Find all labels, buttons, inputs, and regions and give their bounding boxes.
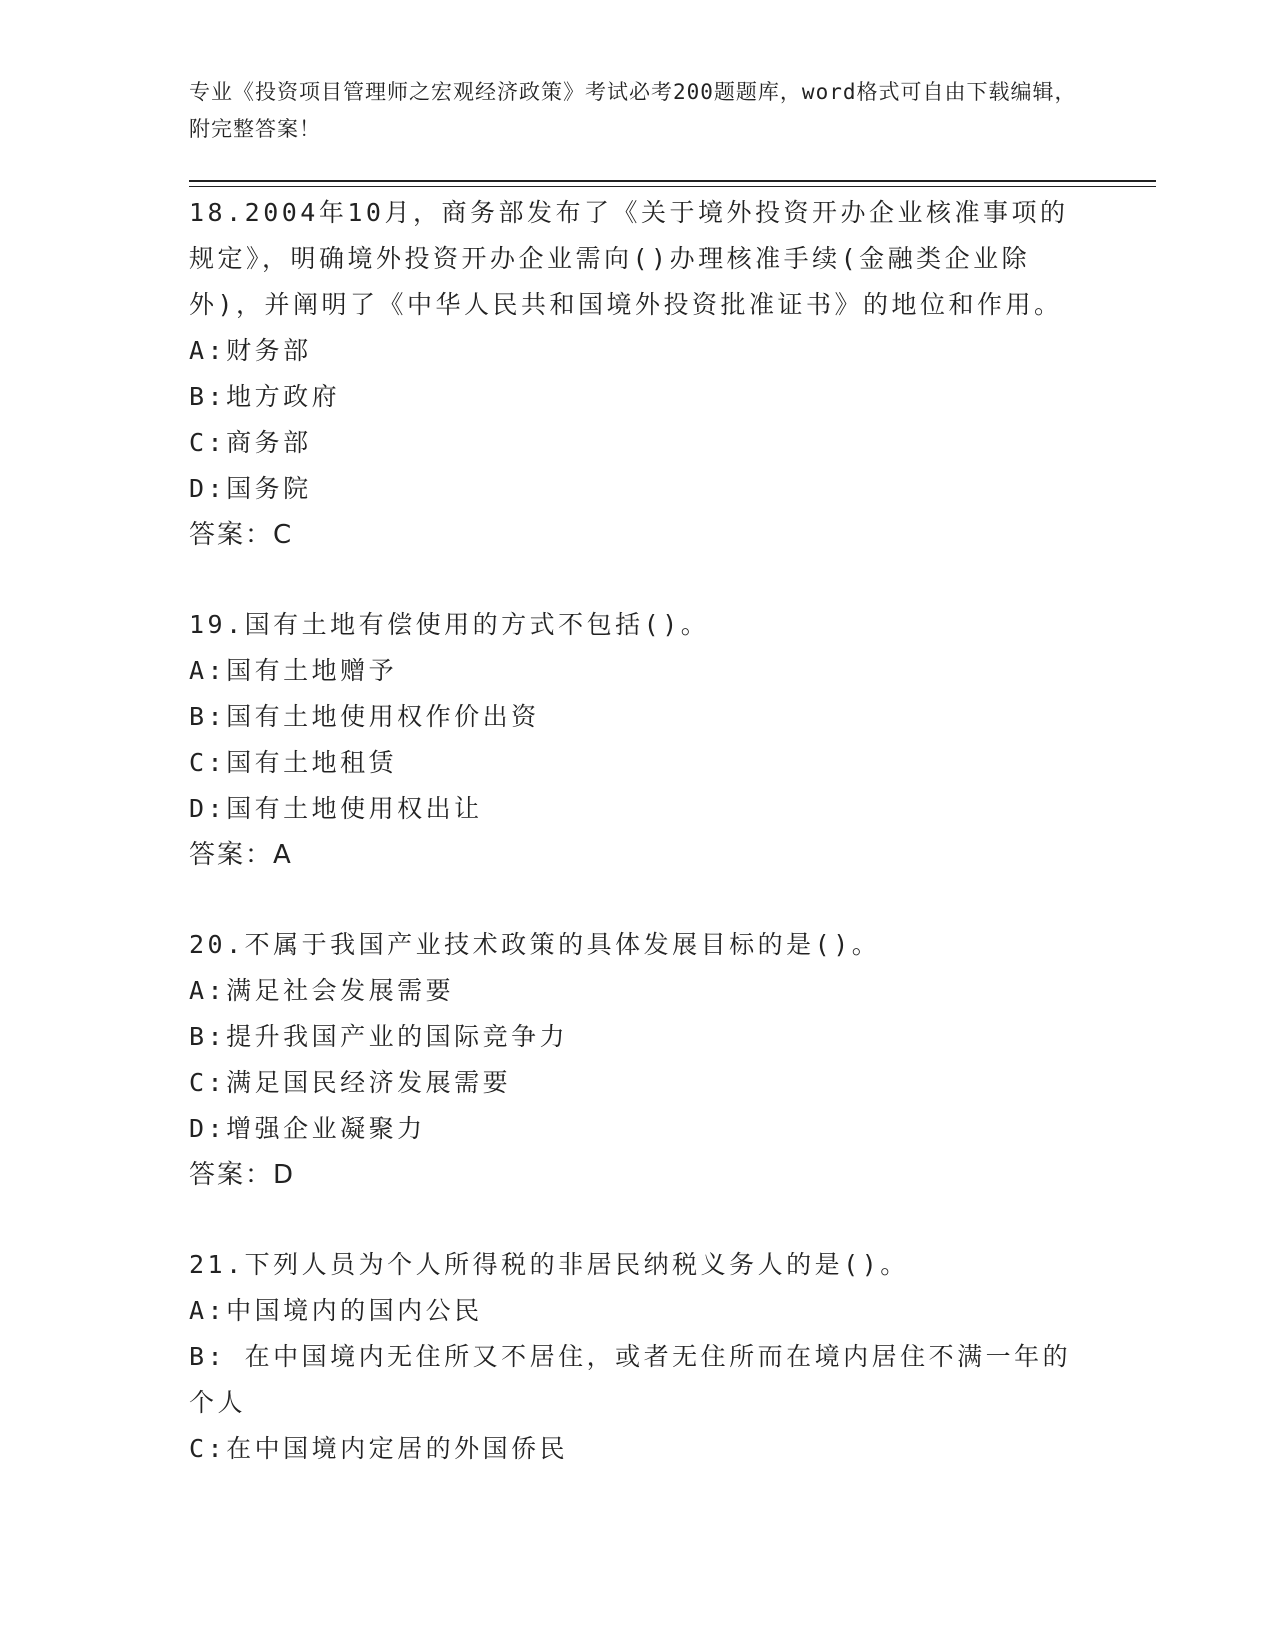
answer-line: 答案：A [189,840,293,870]
answer-line: 答案：C [189,520,294,550]
option-d [189,786,1089,832]
question-stem: 19.国有土地有偿使用的方式不包括()。 [189,610,710,639]
option-d [189,1106,1089,1152]
header-divider-thick [189,180,1156,182]
option-letter: D: [189,794,227,823]
option-letter: C: [189,1434,227,1463]
option-text: 国有土地使用权出让 [226,794,483,823]
option-letter: A: [189,976,227,1005]
answer-line: 答案：D [189,1160,296,1190]
option-text: 在中国境内定居的外国侨民 [226,1434,569,1463]
question-stem: 20.不属于我国产业技术政策的具体发展目标的是()。 [189,930,881,959]
option-d [189,466,1089,512]
option-letter: C: [189,748,227,777]
option-text: 地方政府 [226,382,341,411]
option-a [189,328,1089,374]
option-text: 提升我国产业的国际竞争力 [226,1022,569,1051]
document-header: 专业《投资项目管理师之宏观经济政策》考试必考200题题库，word格式可自由下载编辑，附完整答案！ [189,80,1077,141]
option-letter: D: [189,474,227,503]
option-b [189,694,1089,740]
option-text: 国有土地使用权作价出资 [226,702,540,731]
option-letter: B: [189,702,227,731]
option-c [189,740,1089,786]
option-text: 满足国民经济发展需要 [226,1068,512,1097]
option-text: 满足社会发展需要 [226,976,455,1005]
header-divider-thin [189,186,1156,187]
option-text: 中国境内的国内公民 [226,1296,483,1325]
option-text: 在中国境内无住所又不居住，或者无住所而在境内居住不满一年的个人 [189,1342,1072,1417]
option-letter: A: [189,1296,227,1325]
option-a [189,1288,1089,1334]
option-letter: A: [189,336,227,365]
question-stem: 21.下列人员为个人所得税的非居民纳税义务人的是()。 [189,1250,909,1279]
option-a [189,648,1089,694]
option-c [189,420,1089,466]
option-text: 增强企业凝聚力 [226,1114,426,1143]
question-19 [189,602,1089,878]
option-text: 国有土地租赁 [226,748,398,777]
option-letter: B: [189,382,227,411]
option-letter: B: [189,1022,227,1051]
option-text: 国有土地赠予 [226,656,398,685]
option-letter: C: [189,428,227,457]
option-c [189,1060,1089,1106]
option-a [189,968,1089,1014]
option-c [189,1426,1089,1472]
question-stem: 18.2004年10月，商务部发布了《关于境外投资开办企业核准事项的规定》，明确境外投资开办企业需向()办理核准手续(金融类企业除外)，并阐明了《中华人民共和国境外投资批准证书》的地位和作用。 [189,198,1069,319]
question-18 [189,190,1089,558]
option-letter: C: [189,1068,227,1097]
question-list [189,190,1089,1516]
option-text: 国务院 [226,474,312,503]
question-21 [189,1242,1089,1472]
option-text: 财务部 [226,336,312,365]
option-letter: D: [189,1114,227,1143]
option-text: 商务部 [226,428,312,457]
option-b [189,1334,1089,1426]
option-letter: A: [189,656,227,685]
question-20 [189,922,1089,1198]
option-b [189,374,1089,420]
option-b [189,1014,1089,1060]
option-letter: B: [189,1342,245,1371]
